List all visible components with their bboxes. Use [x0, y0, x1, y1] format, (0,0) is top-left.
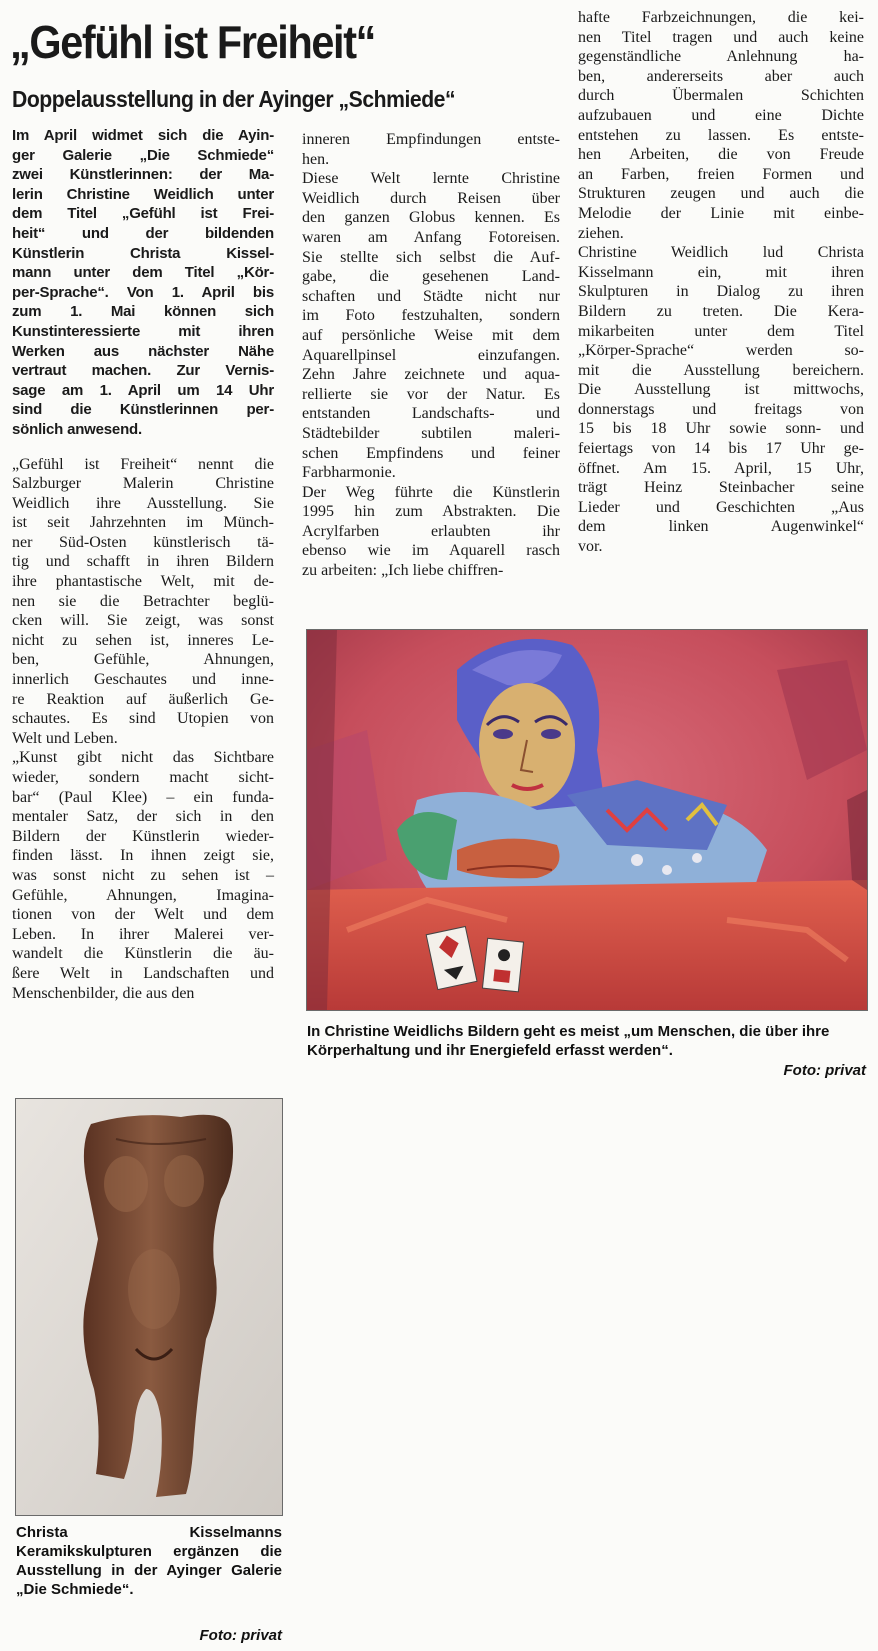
article-column-1 [12, 126, 274, 1003]
text-line: nen sie die Betrachter beglü- [12, 592, 274, 610]
painting-credit: Foto: privat [783, 1062, 866, 1079]
text-line: vertraut machen. Zur Vernis- [12, 362, 274, 380]
sculpture-credit: Foto: privat [199, 1627, 282, 1644]
text-line: Strukturen zeugen und auch die [578, 185, 864, 203]
text-line: cken will. Sie zeigt, was sonst [12, 612, 274, 630]
text-line: Werken aus nächster Nähe [12, 342, 274, 360]
text-line: schautes. Es sind Utopien von [12, 710, 274, 728]
text-line: aufzubauen und eine Dichte [578, 106, 864, 124]
text-line: Melodie der Linie mit einbe- [578, 204, 864, 222]
text-line: den ganzen Globus kennen. Es [302, 209, 560, 227]
text-line: was sonst nicht zu sehen ist – [12, 866, 274, 884]
text-line: Welt und Leben. [12, 729, 118, 747]
article-body-part-1 [12, 455, 274, 1004]
subheadline: Doppelausstellung in der Ayinger „Schmiede“ [12, 86, 456, 112]
text-line: schaften und Städte nicht nur [302, 287, 560, 305]
text-line: gegenständliche Anlehnung ha- [578, 48, 864, 66]
text-line: schen Empfindens und feiner [302, 444, 560, 462]
text-line: ihre phantastische Welt, mit de- [12, 573, 274, 591]
text-line: „Körper-Sprache“ werden so- [578, 342, 864, 360]
text-line: Kisselmann ein, mit ihren [578, 263, 864, 281]
sculpture-photo [15, 1098, 283, 1516]
text-line: Farbharmonie. [302, 464, 396, 482]
text-line: Sie stellte sich selbst die Auf- [302, 248, 560, 266]
text-line: ner Süd-Osten künstlerisch tä- [12, 533, 274, 551]
text-line: Städtebilder subtilen maleri- [302, 424, 560, 442]
text-line: ßere Welt in Landschaften und [12, 964, 274, 982]
text-line: Acrylfarben erlaubten ihr [302, 522, 560, 540]
text-line: wandelt die Künstlerin die äu- [12, 945, 274, 963]
text-line: Christine Weidlich lud Christa [578, 244, 864, 262]
text-line: sage am 1. April um 14 Uhr [12, 381, 274, 399]
text-line: zwei Künstlerinnen: der Ma- [12, 166, 274, 184]
table-shape [307, 880, 867, 1010]
text-line: 1995 hin zum Abstrakten. Die [302, 503, 560, 521]
text-line: ist seit Jahrzehnten im Münch- [12, 514, 274, 532]
headline: „Gefühl ist Freiheit“ [10, 16, 375, 68]
text-line: gabe, die gesehenen Land- [302, 268, 560, 286]
article-column-2 [302, 130, 560, 581]
text-line: mit die Ausstellung bereichern. [578, 361, 864, 379]
text-line: waren am Anfang Fotoreisen. [302, 228, 560, 246]
text-line: sönlich anwesend. [12, 420, 142, 438]
text-line: tionen von der Welt und dem [12, 906, 274, 924]
text-line: ebenso wie im Aquarell rasch [302, 542, 560, 560]
text-line: zum 1. Mai können sich [12, 303, 274, 321]
text-line: Skulpturen in Dialog zu ihren [578, 283, 864, 301]
text-line: Bildern zu treten. Die Kera- [578, 302, 864, 320]
text-line: dem Titel „Gefühl ist Frei- [12, 205, 274, 223]
painting-photo [306, 629, 868, 1011]
text-line: ben, andererseits aber auch [578, 67, 864, 85]
text-line: Diese Welt lernte Christine [302, 170, 560, 188]
text-line: mann unter dem Titel „Kör- [12, 264, 274, 282]
text-line: trägt Heinz Steinbacher seine [578, 479, 864, 497]
text-line: Kunstinteressierte mit ihren [12, 322, 274, 340]
text-line: an Farben, freien Formen und [578, 165, 864, 183]
text-line: Menschenbilder, die aus den [12, 984, 195, 1002]
text-line: „Gefühl ist Freiheit“ nennt die [12, 455, 274, 473]
text-line: Zehn Jahre zeichnete und aqua- [302, 366, 560, 384]
text-line: inneren Empfindungen entste- [302, 131, 560, 148]
text-line: nicht zu sehen ist, inneres Le- [12, 631, 274, 649]
text-line: mentaler Satz, der sich in den [12, 808, 274, 826]
card-2 [482, 938, 523, 991]
painting-caption: In Christine Weidlichs Bildern geht es meist „um Menschen, die über ihre Körperhaltung und ihr Energiefeld erfasst werden“. [307, 1023, 830, 1059]
text-line: öffnet. Am 15. April, 15 Uhr, [578, 459, 864, 477]
text-line: Im April widmet sich die Ayin- [12, 127, 274, 144]
text-line: im Foto festzuhalten, sondern [302, 307, 560, 325]
text-line: hafte Farbzeichnungen, die kei- [578, 9, 864, 26]
text-line: bar“ (Paul Klee) – ein funda- [12, 788, 274, 806]
text-line: wieder, sondern macht sicht- [12, 769, 274, 786]
text-line: Der Weg führte die Künstlerin [302, 483, 560, 501]
text-line: tig und schafft in ihren Bildern [12, 553, 274, 571]
text-line: Gefühle, Ahnungen, Imagina- [12, 886, 274, 904]
text-line: mikarbeiten unter dem Titel [578, 322, 864, 340]
text-line: feiertags von 14 bis 17 Uhr ge- [578, 440, 864, 458]
text-line: dem linken Augenwinkel“ [578, 518, 864, 536]
text-line: Lieder und Geschichten „Aus [578, 498, 864, 516]
text-line: nen Titel tragen und auch keine [578, 28, 864, 46]
text-line: Weidlich durch Reisen über [302, 189, 560, 207]
article-column-3 [578, 8, 864, 557]
text-line: ger Galerie „Die Schmiede“ [12, 146, 274, 164]
text-line: durch Übermalen Schichten [578, 87, 864, 105]
text-line: ben, Gefühle, Ahnungen, [12, 651, 274, 669]
text-line: Bildern der Künstlerin wieder- [12, 827, 274, 845]
text-line: zu arbeiten: „Ich liebe chiffren- [302, 562, 504, 580]
sculpture-caption: Christa Kisselmanns Keramikskulpturen ergänzen die Ausstellung in der Ayinger Galerie „Die Schmiede“. [16, 1524, 282, 1598]
article-lead [12, 126, 274, 440]
text-line: lerin Christine Weidlich unter [12, 185, 274, 203]
text-line: finden lässt. In ihnen zeigt sie, [12, 847, 274, 865]
text-line: vor. [578, 538, 603, 556]
text-line: Leben. In ihrer Malerei ver- [12, 925, 274, 943]
text-line: Die Ausstellung ist mittwochs, [578, 381, 864, 399]
sculpture-illustration [16, 1099, 282, 1515]
text-line: sind die Künstlerinnen per- [12, 401, 274, 419]
painting-illustration [307, 630, 867, 1010]
text-line: donnerstags und freitags von [578, 400, 864, 418]
text-line: heit“ und der bildenden [12, 224, 274, 242]
text-line: ziehen. [578, 224, 624, 242]
text-line: auf persönliche Weise mit dem [302, 326, 560, 344]
text-line: entstehen zu lassen. Es entste- [578, 126, 864, 144]
text-line: hen Arbeiten, die von Freude [578, 146, 864, 164]
text-line: hen. [302, 150, 330, 168]
text-line: Salzburger Malerin Christine [12, 475, 274, 493]
text-line: Weidlich ihre Ausstellung. Sie [12, 494, 274, 512]
text-line: rellierte sie vor der Natur. Es [302, 385, 560, 403]
text-line: per-Sprache“. Von 1. April bis [12, 283, 274, 301]
text-line: „Kunst gibt nicht das Sichtbare [12, 749, 274, 767]
text-line: re Reaktion auf äußerlich Ge- [12, 690, 274, 708]
text-line: Künstlerin Christa Kissel- [12, 244, 274, 262]
text-line: 15 bis 18 Uhr sowie sonn- und [578, 420, 864, 438]
text-line: entstanden Landschafts- und [302, 405, 560, 423]
text-line: Aquarellpinsel einzufangen. [302, 346, 560, 364]
text-line: innerlich Geschautes und inne- [12, 671, 274, 689]
